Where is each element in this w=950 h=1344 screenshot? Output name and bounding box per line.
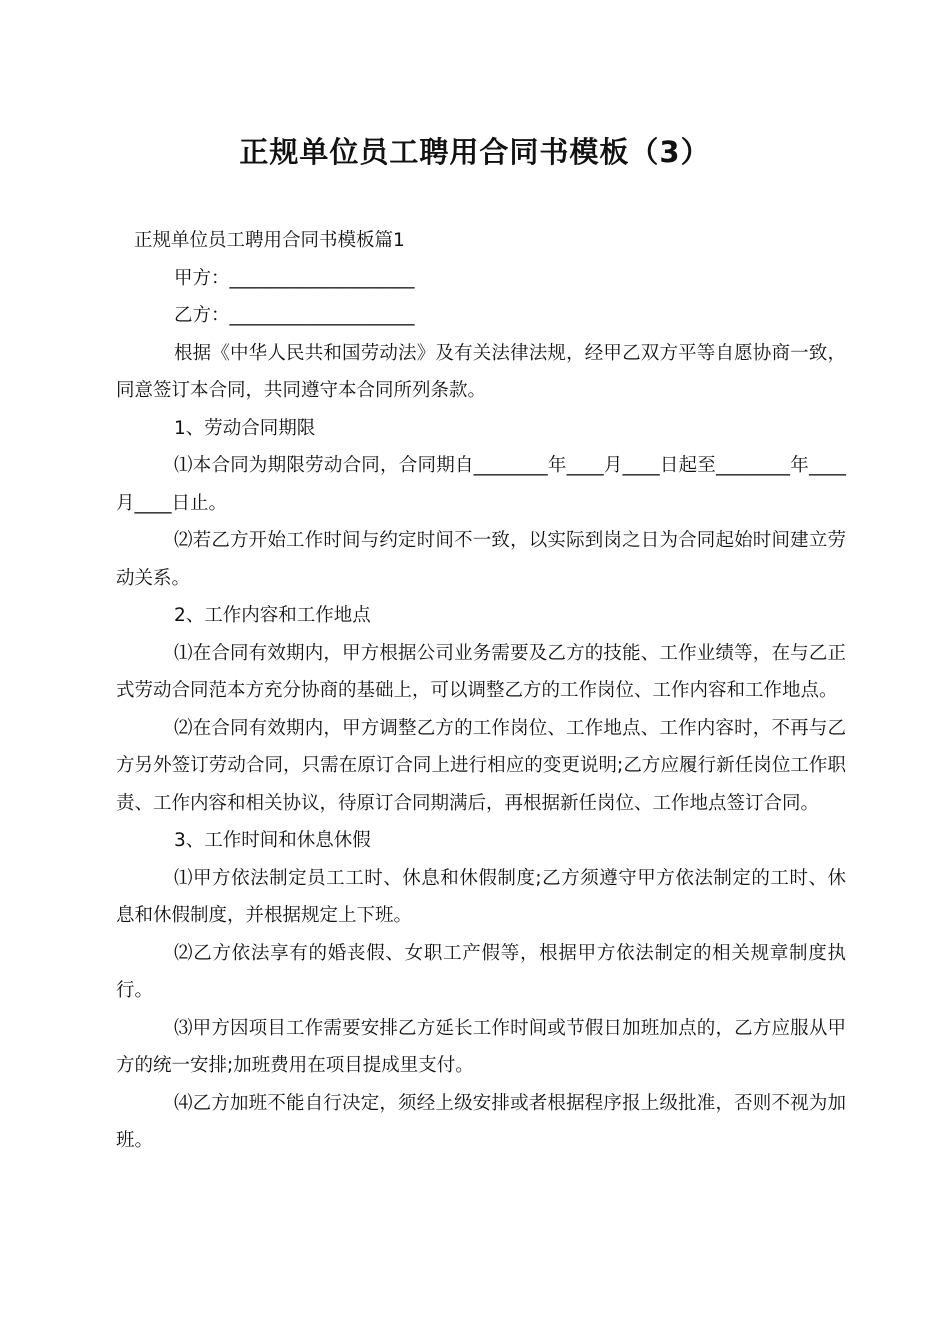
clause-paragraph: ⑶甲方因项目工作需要安排乙方延长工作时间或节假日加班加点的，乙方应服从甲方的统一安排;加班费用在项目提成里支付。 [116, 1017, 846, 1076]
clause-paragraph: ⑵若乙方开始工作时间与约定时间不一致，以实际到岗之日为合同起始时间建立劳动关系。 [116, 530, 846, 589]
section-heading-work-content: 2、工作内容和工作地点 [174, 605, 371, 626]
section-heading-term: 1、劳动合同期限 [174, 417, 316, 439]
clause-paragraph: ⑴在合同有效期内，甲方根据公司业务需要及乙方的技能、工作业绩等，在与乙正式劳动合同范本方充分协商的基础上，可以调整乙方的工作岗位、工作内容和工作地点。 [116, 642, 846, 701]
intro-paragraph: 根据《中华人民共和国劳动法》及有关法律法规，经甲乙双方平等自愿协商一致，同意签订本合同，共同遵守本合同所列条款。 [116, 342, 846, 401]
clause-paragraph: ⑴甲方依法制定员工工时、休息和休假制度;乙方须遵守甲方依法制定的工时、休息和休假制度，并根据规定上下班。 [116, 867, 846, 926]
clause-paragraph: ⑵在合同有效期内，甲方调整乙方的工作岗位、工作地点、工作内容时，不再与乙方另外签订劳动合同，只需在原订合同上进行相应的变更说明;乙方应履行新任岗位工作职责、工作内容和相关协议，待原订合同期满后，再根据新任岗位、工作地点签订合同。 [116, 717, 846, 814]
document-title: 正规单位员工聘用合同书模板（3） [239, 135, 711, 169]
party-b-line: 乙方：____________________ [174, 305, 415, 326]
clause-paragraph: ⑷乙方加班不能自行决定，须经上级安排或者根据程序报上级批准，否则不视为加班。 [116, 1092, 846, 1151]
clause-paragraph: ⑵乙方依法享有的婚丧假、女职工产假等，根据甲方依法制定的相关规章制度执行。 [116, 942, 846, 1001]
party-a-line: 甲方：____________________ [174, 267, 415, 289]
document-body [116, 222, 846, 1160]
section-heading-work-hours: 3、工作时间和休息休假 [174, 830, 371, 851]
document-subtitle: 正规单位员工聘用合同书模板篇1 [134, 230, 405, 251]
clause-paragraph: ⑴本合同为期限劳动合同，合同期自________年____月____日起至________年____月____日止。 [116, 455, 846, 514]
